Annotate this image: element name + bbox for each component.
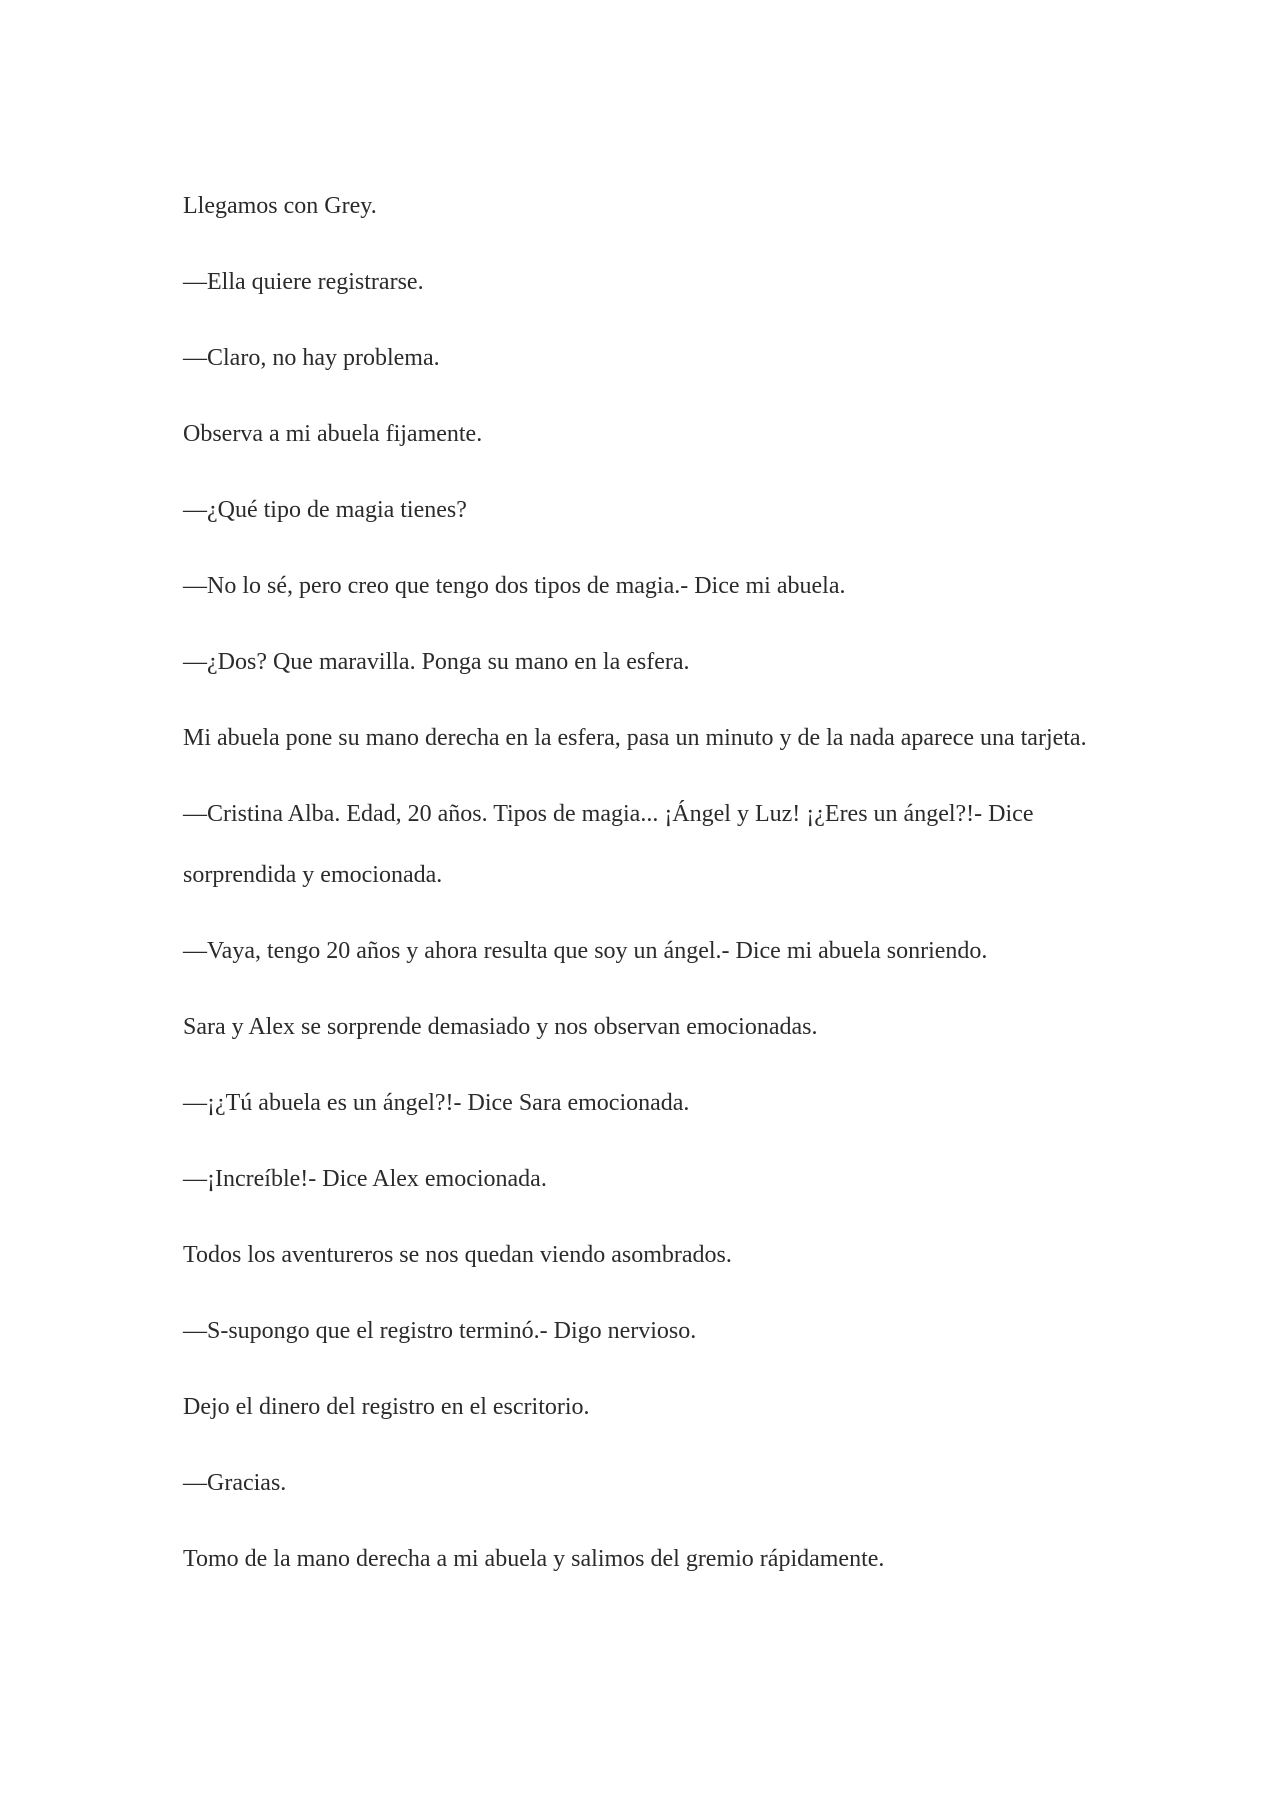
paragraph: Observa a mi abuela fijamente. [183, 421, 483, 447]
paragraph: Llegamos con Grey. [183, 193, 377, 219]
paragraph: Dejo el dinero del registro en el escritorio. [183, 1394, 590, 1420]
paragraph: —¿Qué tipo de magia tienes? [183, 497, 467, 523]
paragraph: —Gracias. [183, 1470, 287, 1496]
paragraph: —Ella quiere registrarse. [183, 269, 424, 295]
paragraph: Todos los aventureros se nos quedan viendo asombrados. [183, 1242, 732, 1268]
paragraph: —Claro, no hay problema. [183, 345, 440, 371]
paragraph: Sara y Alex se sorprende demasiado y nos observan emocionadas. [183, 1014, 818, 1040]
paragraph: —¿Dos? Que maravilla. Ponga su mano en la esfera. [183, 649, 690, 675]
paragraph: —Vaya, tengo 20 años y ahora resulta que soy un ángel.- Dice mi abuela sonriendo. [183, 938, 988, 964]
paragraph: —¡Increíble!- Dice Alex emocionada. [183, 1166, 547, 1192]
paragraph: —¡¿Tú abuela es un ángel?!- Dice Sara emocionada. [183, 1090, 690, 1116]
paragraph: Tomo de la mano derecha a mi abuela y salimos del gremio rápidamente. [183, 1546, 885, 1572]
paragraph: Mi abuela pone su mano derecha en la esfera, pasa un minuto y de la nada aparece una tarjeta. [183, 725, 1087, 751]
paragraph: —S-supongo que el registro terminó.- Digo nervioso. [183, 1318, 697, 1344]
paragraph: —No lo sé, pero creo que tengo dos tipos de magia.- Dice mi abuela. [183, 573, 846, 599]
paragraph: —Cristina Alba. Edad, 20 años. Tipos de magia... ¡Ángel y Luz! ¡¿Eres un ángel?!- Dice sorprendida y emocionada. [183, 801, 1034, 888]
document-body [183, 176, 1103, 1605]
